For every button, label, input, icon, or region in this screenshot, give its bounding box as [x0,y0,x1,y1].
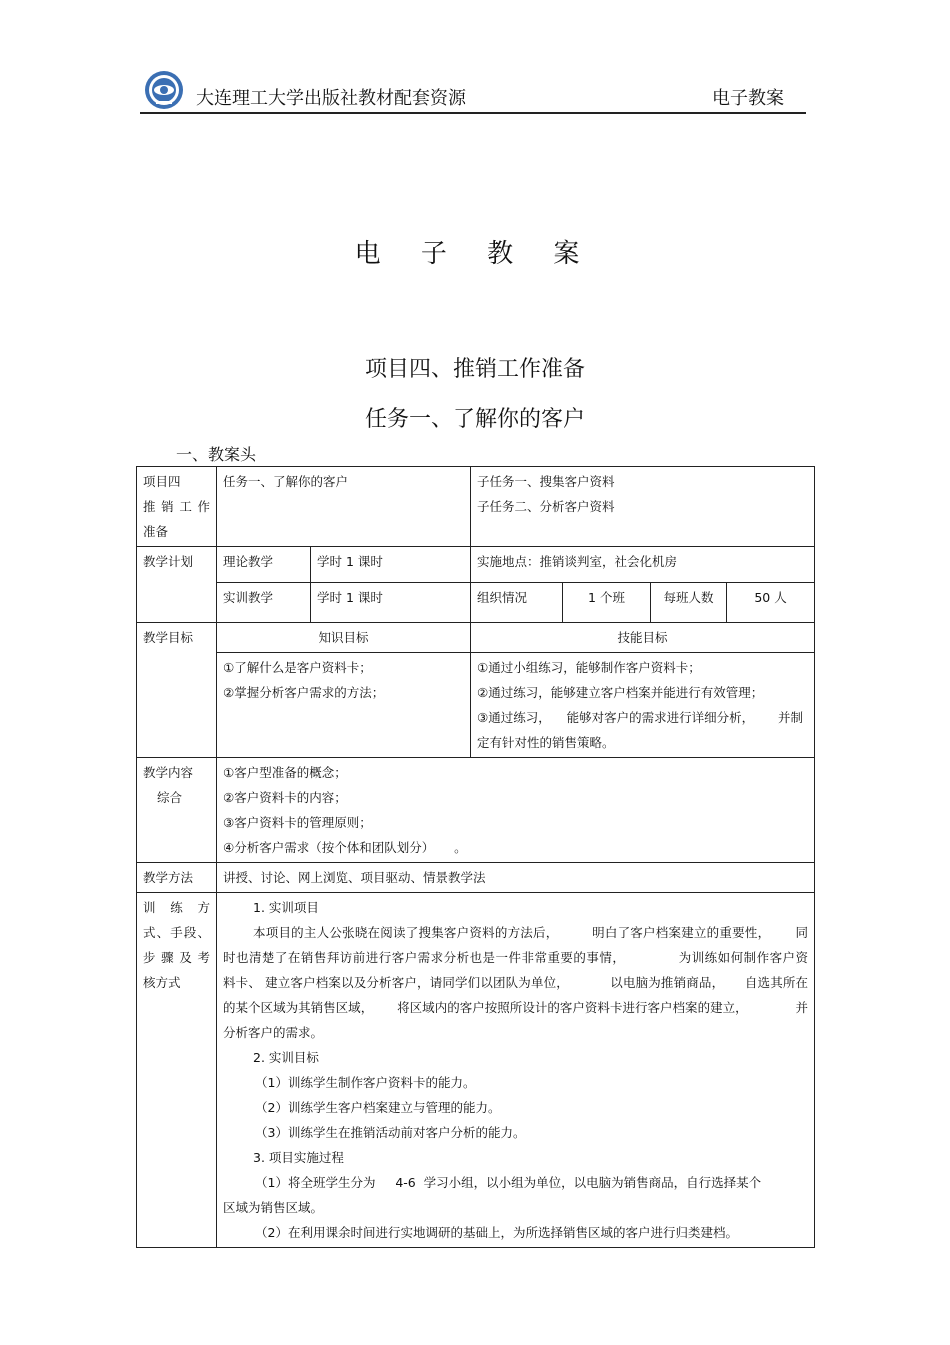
table-row [137,893,815,1248]
document-type: 电子教案 [712,88,784,109]
section-heading: 一、教案头 [176,445,257,464]
per-class-count: 50 人 [727,583,815,623]
location: 实施地点：推销谈判室，社会化机房 [471,547,815,583]
org-label: 组织情况 [471,583,563,623]
practice-label: 实训教学 [217,583,311,623]
table-row [137,467,815,547]
task-cell: 任务一、了解你的客户 [217,467,471,547]
lesson-plan-table [136,466,815,1248]
theory-hours: 学时 1 课时 [311,547,471,583]
row-label-method: 教学方法 [137,863,217,893]
table-row [137,583,815,623]
university-logo-icon [144,70,184,110]
row-label-goals: 教学目标 [137,623,217,758]
page-header [140,68,806,114]
table-row [137,547,815,583]
subtask-cell: 子任务一、搜集客户资料 子任务二、分析客户资料 [471,467,815,547]
per-class-label: 每班人数 [651,583,727,623]
publisher-name: 大连理工大学出版社教材配套资源 [196,88,466,109]
page-title: 电 子 教 案 [354,239,596,269]
skill-goal-header: 技能目标 [471,623,815,653]
content-list: ①客户型准备的概念； ②客户资料卡的内容； ③客户资料卡的管理原则； ④分析客户需求（按个体和团队划分） 。 [217,758,815,863]
knowledge-goals: ①了解什么是客户资料卡； ②掌握分析客户需求的方法； [217,653,471,758]
training-details: 1. 实训项目 本项目的主人公张晓在阅读了搜集客户资料的方法后， 明白了客户档案建立的重要性， 同 时也清楚了在销售拜访前进行客户需求分析也是一件非常重要的事情， 为训练如何制作客户资 料卡、 建立客户档案以及分析客户，请同学们以团队为单位， 以电脑为推销商品， 自选其所在 的某个区域为其销售区域， 将区域内的客户按照所设计的客户资料卡进行客户档案的建立， 并 分析客户的需求。 2. 实训目标 （1）训练学生制作客户资料卡的能力。 （2）训练学生客户档案建立与管理的能力。 （3）训练学生在推销活动前对客户分析的能力。 3. 项目实施过程 （1）将全班学生分为 4-6 学习小组，以小组为单位，以电脑为销售商品，自行选择某个 区域为销售区域。 （2）在利用课余时间进行实地调研的基础上，为所选择销售区域的客户进行归类建档。 [217,893,815,1248]
method-value: 讲授、讨论、网上浏览、项目驱动、情景教学法 [217,863,815,893]
table-row [137,863,815,893]
knowledge-goal-header: 知识目标 [217,623,471,653]
task-title: 任务一、了解你的客户 [364,407,585,432]
table-row [137,758,815,863]
skill-goals: ①通过小组练习，能够制作客户资料卡； ②通过练习，能够建立客户档案并能进行有效管理； ③通过练习， 能够对客户的需求进行详细分析， 并制 定有针对性的销售策略。 [471,653,815,758]
theory-label: 理论教学 [217,547,311,583]
row-label-project: 项目四 推 销 工 作 准备 [137,467,217,547]
project-title: 项目四、推销工作准备 [364,357,585,382]
row-label-content: 教学内容 综合 [137,758,217,863]
table-row [137,653,815,758]
table-row [137,623,815,653]
practice-hours: 学时 1 课时 [311,583,471,623]
row-label-training: 训 练 方 式、手段、 步 骤 及 考 核方式 [137,893,217,1248]
row-label-plan: 教学计划 [137,547,217,623]
class-count: 1 个班 [563,583,651,623]
